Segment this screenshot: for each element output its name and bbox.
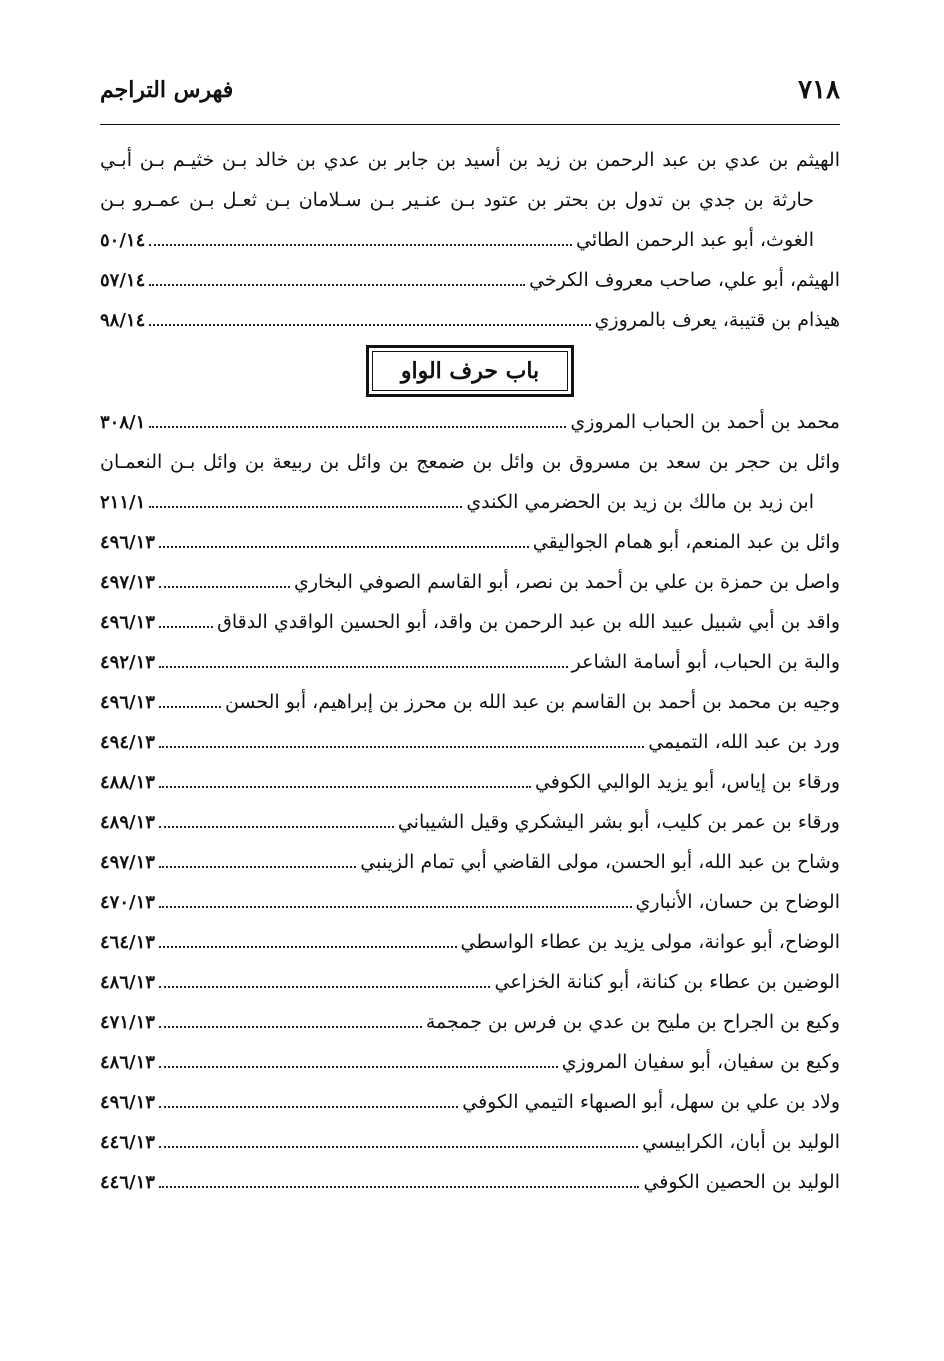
entry-name: ورد بن عبد الله، التميمي: [648, 731, 840, 753]
entry-name: الهيثم، أبو علي، صاحب معروف الكرخي: [529, 269, 840, 291]
index-entry: [100, 1042, 840, 1082]
entry-name: وكيع بن الجراح بن مليح بن عدي بن فرس بن جمجمة: [425, 1011, 840, 1033]
entry-name: ورقاء بن إياس، أبو يزيد الوالبي الكوفي: [534, 771, 840, 793]
dot-leader: [159, 1026, 422, 1028]
dot-leader: [159, 666, 568, 668]
dot-leader: [159, 626, 213, 628]
entry-reference: ٤٨٦/١٣: [100, 972, 155, 993]
dot-leader: [159, 786, 531, 788]
index-entry: [100, 260, 840, 300]
dot-leader: [159, 1186, 640, 1188]
page-number: ٧١٨: [798, 75, 840, 105]
dot-leader: [149, 244, 572, 246]
entry-reference: ٤٤٦/١٣: [100, 1172, 155, 1193]
entry-reference: ٤٨٩/١٣: [100, 812, 155, 833]
dot-leader: [159, 706, 221, 708]
entry-name: محمد بن أحمد بن الحباب المروزي: [570, 411, 840, 433]
dot-leader: [149, 284, 525, 286]
entry-name: وائل بن عبد المنعم، أبو همام الجواليقي: [532, 531, 840, 553]
entry-reference: ٤٩٤/١٣: [100, 732, 155, 753]
entry-reference: ٣٠٨/١: [100, 412, 146, 433]
dot-leader: [159, 1146, 638, 1148]
entry-line: حارثة بن جدي بن تدول بن بحتر بن عتود بـن عنـير بـن سـلامان بـن ثعـل بـن عمـرو بـن: [100, 189, 814, 211]
dot-leader: [149, 426, 566, 428]
index-entry: [100, 802, 840, 842]
dot-leader: [159, 546, 529, 548]
dot-leader: [159, 946, 457, 948]
entry-reference: ٤٩٢/١٣: [100, 652, 155, 673]
entry-name: الوليد بن أبان، الكرابيسي: [642, 1131, 840, 1153]
dot-leader: [149, 324, 590, 326]
index-entry: [100, 1122, 840, 1162]
index-entry: [100, 140, 840, 260]
index-entries: [100, 140, 840, 1202]
entry-name: ابن زيد بن مالك بن زيد بن الحضرمي الكندي: [466, 491, 814, 513]
index-entry: [100, 602, 840, 642]
dot-leader: [159, 866, 356, 868]
entry-name: الغوث، أبو عبد الرحمن الطائي: [576, 229, 814, 251]
entry-name: ورقاء بن عمر بن كليب، أبو بشر اليشكري وقيل الشيباني: [397, 811, 840, 833]
index-entry: [100, 1162, 840, 1202]
index-entry: [100, 642, 840, 682]
entry-reference: ٤٤٦/١٣: [100, 1132, 155, 1153]
index-entry: [100, 300, 840, 340]
running-title: فهرس التراجم: [100, 77, 234, 103]
entry-final-line: [100, 220, 840, 260]
entry-reference: ٤٨٨/١٣: [100, 772, 155, 793]
section-heading-frame: [366, 345, 574, 397]
entry-name: الوضين بن عطاء بن كنانة، أبو كنانة الخزاعي: [494, 971, 840, 993]
entry-reference: ٤٩٦/١٣: [100, 532, 155, 553]
index-entry: [100, 402, 840, 442]
dot-leader: [159, 986, 491, 988]
index-entry: [100, 1002, 840, 1042]
entry-reference: ٤٩٦/١٣: [100, 612, 155, 633]
entry-reference: ٤٩٧/١٣: [100, 852, 155, 873]
entry-reference: ٤٧٠/١٣: [100, 892, 155, 913]
entry-reference: ٤٧١/١٣: [100, 1012, 155, 1033]
dot-leader: [159, 1066, 558, 1068]
index-entry: [100, 442, 840, 522]
index-entry: [100, 762, 840, 802]
entry-line: وائل بن حجر بن سعد بن مسروق بن وائل بن ضمعج بن وائل بن ربيعة بن وائل بـن النعمـان: [100, 451, 840, 473]
entry-name: الوليد بن الحصين الكوفي: [643, 1171, 840, 1193]
index-entry: [100, 722, 840, 762]
section-heading: [100, 340, 840, 402]
index-entry: [100, 882, 840, 922]
index-entry: [100, 522, 840, 562]
entry-reference: ٤٩٦/١٣: [100, 1092, 155, 1113]
dot-leader: [159, 746, 644, 748]
entry-name: وجيه بن محمد بن أحمد بن القاسم بن عبد الله بن محرز بن إبراهيم، أبو الحسن: [224, 691, 840, 713]
section-heading-title: باب حرف الواو: [372, 351, 568, 391]
entry-name: والبة بن الحباب، أبو أسامة الشاعر: [571, 651, 840, 673]
entry-name: ولاد بن علي بن سهل، أبو الصبهاء التيمي الكوفي: [462, 1091, 840, 1113]
page-header: [100, 68, 840, 112]
dot-leader: [159, 826, 394, 828]
index-entry: [100, 922, 840, 962]
index-entry: [100, 682, 840, 722]
entry-name: الوضاح بن حسان، الأنباري: [635, 891, 840, 913]
index-entry: [100, 842, 840, 882]
entry-name: هيذام بن قتيبة، يعرف بالمروزي: [594, 309, 840, 331]
entry-name: واقد بن أبي شبيل عبيد الله بن عبد الرحمن بن واقد، أبو الحسين الواقدي الدقاق: [217, 611, 840, 633]
entry-line: الهيثم بن عدي بن عبد الرحمن بن زيد بن أسيد بن جابر بن عدي بن خالد بـن خثيـم بـن أبـي: [100, 149, 840, 171]
entry-name: الوضاح، أبو عوانة، مولى يزيد بن عطاء الواسطي: [460, 931, 840, 953]
entry-reference: ٥٧/١٤: [100, 270, 146, 291]
entry-reference: ٥٠/١٤: [100, 230, 146, 251]
index-entry: [100, 962, 840, 1002]
entry-name: وشاح بن عبد الله، أبو الحسن، مولى القاضي أبي تمام الزينبي: [360, 851, 840, 873]
dot-leader: [159, 586, 290, 588]
entry-reference: ٢١١/١: [100, 492, 146, 513]
entry-name: وكيع بن سفيان، أبو سفيان المروزي: [561, 1051, 840, 1073]
entry-reference: ٤٩٦/١٣: [100, 692, 155, 713]
header-rule: [100, 124, 840, 125]
entry-name: واصل بن حمزة بن علي بن أحمد بن نصر، أبو القاسم الصوفي البخاري: [293, 571, 840, 593]
dot-leader: [159, 1106, 458, 1108]
entry-reference: ٤٩٧/١٣: [100, 572, 155, 593]
index-entry: [100, 1082, 840, 1122]
index-entry: [100, 562, 840, 602]
entry-final-line: [100, 482, 840, 522]
dot-leader: [149, 506, 462, 508]
entry-reference: ٤٨٦/١٣: [100, 1052, 155, 1073]
entry-reference: ٤٦٤/١٣: [100, 932, 155, 953]
dot-leader: [159, 906, 632, 908]
entry-reference: ٩٨/١٤: [100, 310, 146, 331]
